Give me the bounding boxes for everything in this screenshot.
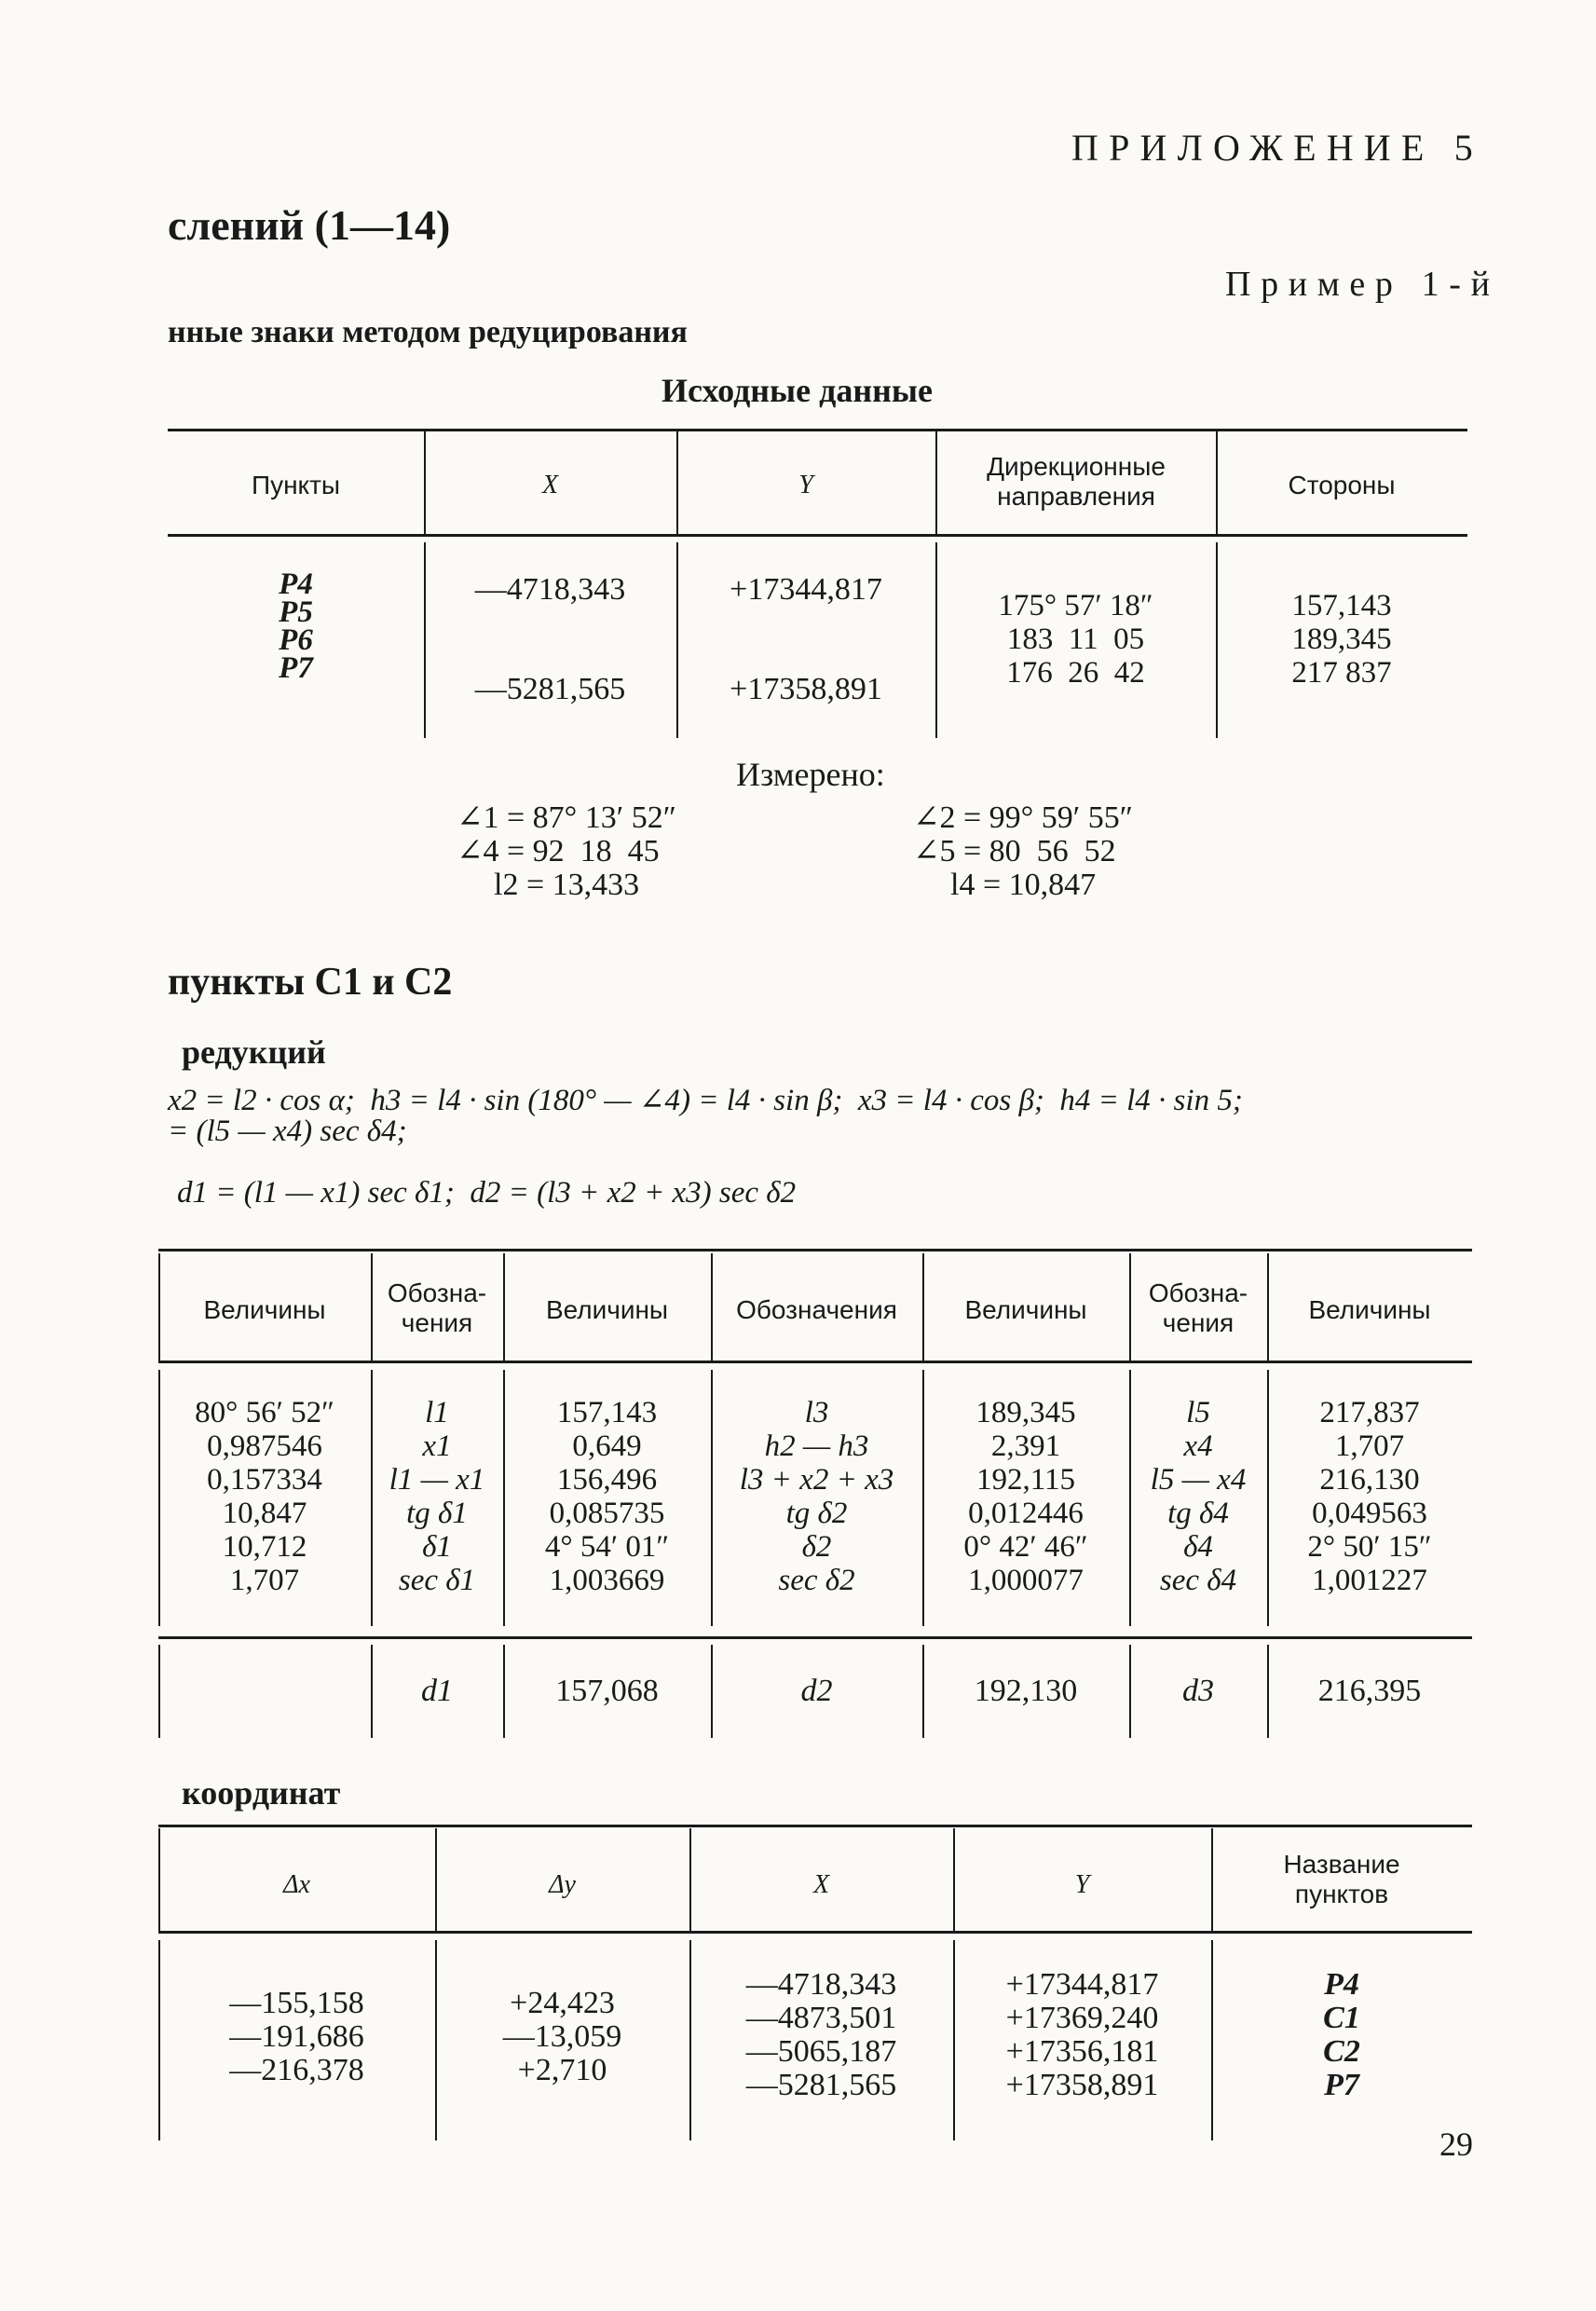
coords-header-names: Название пунктов <box>1283 1850 1400 1908</box>
coords-x: —5281,565 <box>745 2068 897 2102</box>
reduction-header-5: Величины <box>964 1295 1087 1324</box>
reduction-header-2: Обозна-чения <box>387 1279 487 1337</box>
reduction-value: 4° 54′ 01″ <box>544 1530 670 1564</box>
reduction-value: 0,012446 <box>968 1497 1084 1530</box>
section-subtitle: нные знаки методом редуцирования <box>168 315 688 349</box>
coords-header-dy: Δy <box>549 1870 576 1899</box>
coords-x: —4718,343 <box>745 1967 897 2002</box>
source-x-p7: —5281,565 <box>474 672 626 706</box>
coords-y: +17358,891 <box>1005 2068 1159 2102</box>
reduction-symbol: tg δ2 <box>785 1497 848 1530</box>
coords-dy-col <box>435 1987 689 2087</box>
reduction-value: 0,649 <box>572 1429 642 1463</box>
reduction-symbol: sec δ1 <box>398 1564 476 1597</box>
coords-dy: +24,423 <box>510 1986 615 2020</box>
coords-y: +17344,817 <box>1005 1967 1159 2002</box>
coords-point-name: P4 <box>1324 1967 1359 2002</box>
direction-value: 176 26 42 <box>1006 656 1145 690</box>
coords-names-col <box>1211 1968 1472 2102</box>
coords-dx-col <box>158 1987 435 2087</box>
coords-y-col <box>953 1968 1211 2102</box>
reduction-symbol: l1 <box>425 1396 449 1429</box>
reduction-col-6 <box>1129 1396 1267 1597</box>
side-value: 157,143 <box>1291 589 1392 622</box>
reduction-symbol: l5 <box>1186 1396 1210 1429</box>
formula-line-1: x2 = l2 · cos α; h3 = l4 · sin (180° — ∠4) = l4 · sin β; x3 = l4 · cos β; h4 = l4 · sin 5; <box>168 1084 1243 1117</box>
measured-angle-4: ∠4 = 92 18 45 <box>457 834 660 868</box>
source-point: P7 <box>279 651 313 685</box>
reduction-symbol: δ1 <box>422 1530 452 1564</box>
reduction-value: 1,707 <box>1334 1429 1405 1463</box>
reduction-value: 2° 50′ 15″ <box>1307 1530 1432 1564</box>
reduction-symbol: x1 <box>422 1429 452 1463</box>
coords-dx: —155,158 <box>229 1986 364 2020</box>
reduction-value: 156,496 <box>556 1463 658 1497</box>
coords-x: —4873,501 <box>745 2001 897 2035</box>
measured-l4: l4 = 10,847 <box>950 868 1097 902</box>
side-value: 189,345 <box>1291 622 1392 656</box>
reduction-col-2 <box>371 1396 503 1597</box>
reduction-symbol: h2 — h3 <box>764 1429 869 1463</box>
coords-header-y: Y <box>1074 1870 1090 1899</box>
reduction-header-4: Обозначения <box>736 1295 897 1324</box>
source-header-y: Y <box>798 471 813 499</box>
reduction-value: 157,143 <box>556 1396 658 1429</box>
source-header-points: Пункты <box>251 471 341 499</box>
coords-point-name: C1 <box>1323 2001 1360 2035</box>
measured-angle-5: ∠5 = 80 56 52 <box>913 834 1116 868</box>
measured-angle-2: ∠2 = 99° 59′ 55″ <box>913 800 1133 835</box>
reduction-symbol: sec δ2 <box>778 1564 855 1597</box>
coords-header-dx: Δx <box>283 1870 310 1899</box>
coords-dy: +2,710 <box>517 2053 607 2087</box>
source-y-p7: +17358,891 <box>730 672 882 706</box>
reduction-col-7 <box>1267 1396 1472 1597</box>
source-point: P4 <box>279 567 313 601</box>
coords-dx: —216,378 <box>229 2053 364 2087</box>
page-number: 29 <box>1439 2126 1473 2163</box>
example-label: Пример 1-й <box>1225 265 1500 304</box>
coords-point-name: P7 <box>1324 2068 1359 2102</box>
reduction-symbol: l3 <box>804 1396 829 1429</box>
coords-title: координат <box>182 1774 341 1812</box>
reduction-value: 1,707 <box>229 1564 300 1597</box>
reduction-value: 1,000077 <box>968 1564 1084 1597</box>
source-directions-col <box>935 589 1216 690</box>
reduction-symbol: sec δ4 <box>1159 1564 1237 1597</box>
reduction-value: 10,847 <box>222 1497 307 1530</box>
reduction-value: 0,085735 <box>549 1497 665 1530</box>
reduction-total-d1-label: d1 <box>421 1674 453 1708</box>
reduction-symbol: δ4 <box>1183 1530 1213 1564</box>
reduction-symbol: l3 + x2 + x3 <box>739 1463 894 1497</box>
reduction-total-d1: 157,068 <box>555 1674 659 1708</box>
appendix-label: ПРИЛОЖЕНИЕ 5 <box>1071 127 1483 169</box>
reduction-header-1: Величины <box>203 1295 326 1324</box>
measured-angle-1: ∠1 = 87° 13′ 52″ <box>457 800 676 835</box>
measured-l2: l2 = 13,433 <box>494 868 640 902</box>
reduction-value: 1,001227 <box>1312 1564 1427 1597</box>
reduction-value: 192,115 <box>975 1463 1076 1497</box>
coords-x-col <box>689 1968 953 2102</box>
section2-title: пункты C1 и C2 <box>168 961 453 1004</box>
source-x-p4: —4718,343 <box>474 572 626 607</box>
reduction-value: 189,345 <box>975 1396 1076 1429</box>
reduction-symbol: δ2 <box>801 1530 832 1564</box>
coords-y: +17356,181 <box>1005 2034 1159 2069</box>
reduction-symbol: l1 — x1 <box>389 1463 485 1497</box>
source-sides-col <box>1216 589 1467 690</box>
reduction-value: 217,837 <box>1319 1396 1420 1429</box>
page-title: слений (1—14) <box>168 201 451 249</box>
reduction-total-d3-label: d3 <box>1182 1674 1214 1708</box>
source-point: P6 <box>279 623 313 657</box>
reduction-col-4 <box>711 1396 922 1597</box>
measured-right <box>913 801 1221 902</box>
direction-value: 183 11 05 <box>1006 622 1145 656</box>
coords-dx: —191,686 <box>229 2019 364 2054</box>
reduction-header-6: Обозна-чения <box>1148 1279 1248 1337</box>
reduction-col-3 <box>503 1396 711 1597</box>
coords-point-name: C2 <box>1323 2034 1360 2069</box>
measured-title: Измерено: <box>736 756 885 793</box>
measured-left <box>457 801 745 902</box>
reduction-symbol: tg δ1 <box>406 1497 468 1530</box>
reduction-symbol: tg δ4 <box>1167 1497 1229 1530</box>
formula-line-2: = (l5 — x4) sec δ4; <box>168 1114 407 1148</box>
side-value: 217 837 <box>1291 656 1392 690</box>
source-y-p4: +17344,817 <box>730 572 882 607</box>
source-points-col <box>168 567 424 685</box>
reduction-header-3: Величины <box>545 1295 669 1324</box>
reduction-value: 1,003669 <box>549 1564 665 1597</box>
source-point: P5 <box>279 595 313 629</box>
coords-dy: —13,059 <box>502 2019 622 2054</box>
reduction-value: 0,987546 <box>207 1429 322 1463</box>
coords-x: —5065,187 <box>745 2034 897 2069</box>
reduction-total-d2: 192,130 <box>974 1674 1078 1708</box>
reduction-symbol: x4 <box>1183 1429 1213 1463</box>
reduction-total-d2-label: d2 <box>800 1674 833 1708</box>
reduction-value: 2,391 <box>990 1429 1061 1463</box>
reduction-value: 0,049563 <box>1312 1497 1427 1530</box>
direction-value: 175° 57′ 18″ <box>998 589 1153 622</box>
source-table-title: Исходные данные <box>662 372 933 409</box>
source-header-x: X <box>541 471 559 499</box>
reduction-symbol: l5 — x4 <box>1150 1463 1247 1497</box>
source-header-sides: Стороны <box>1288 471 1396 499</box>
reduction-header-7: Величины <box>1308 1295 1431 1324</box>
reduction-value: 0,157334 <box>207 1463 322 1497</box>
section2-subtitle: редукций <box>182 1033 326 1071</box>
reduction-value: 0° 42′ 46″ <box>963 1530 1088 1564</box>
reduction-value: 216,130 <box>1319 1463 1420 1497</box>
reduction-value: 10,712 <box>222 1530 307 1564</box>
coords-y: +17369,240 <box>1005 2001 1159 2035</box>
reduction-col-1 <box>158 1396 371 1597</box>
reduction-col-5 <box>922 1396 1129 1597</box>
source-header-directions: Дирекционные направления <box>987 452 1166 511</box>
reduction-total-d3: 216,395 <box>1317 1674 1422 1708</box>
formula-line-3: d1 = (l1 — x1) sec δ1; d2 = (l3 + x2 + x3) sec δ2 <box>177 1176 797 1210</box>
coords-header-x: X <box>812 1870 830 1899</box>
reduction-value: 80° 56′ 52″ <box>195 1396 334 1429</box>
